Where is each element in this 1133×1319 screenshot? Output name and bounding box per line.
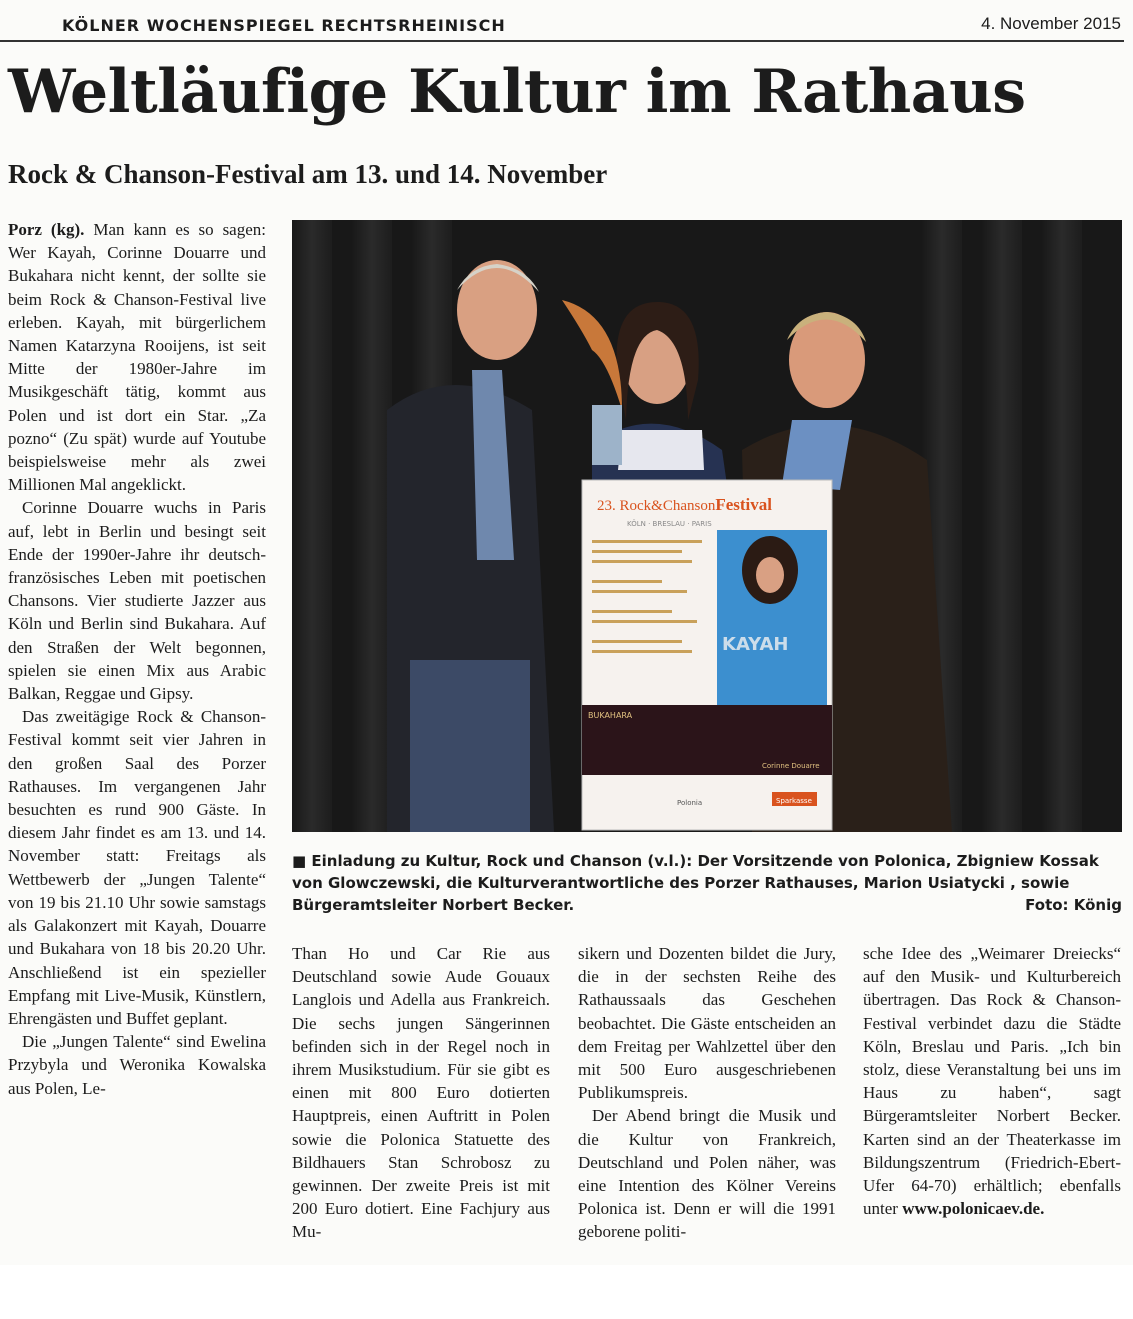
paragraph: Than Ho und Car Rie aus Deutschland sowie Aude Gouaux Langlois und Adella aus Frankreich. Die sechs jungen Sängerinnen befinden sich in der Regel noch in ihrem Musikstudium. Für sie gibt es einen mit 800 Euro dotierten Hauptpreis, einen Auftritt in Polen sowie die Polonica Statuette des Bildhauers Stan Schrobosz zu gewinnen. Der zweite Preis ist mit 200 Euro dotiert. Eine Fachjury aus Mu- — [292, 944, 550, 1242]
article-column-4 — [863, 942, 1121, 1220]
poster-singer-name: KAYAH — [722, 634, 789, 655]
photo-caption — [292, 850, 1122, 916]
paragraph: Die „Jungen Talente“ sind Ewelina Przybyla und Weronika Kowalska aus Polen, Le- — [8, 1032, 266, 1098]
poster-cities: KÖLN · BRESLAU · PARIS — [627, 520, 712, 528]
poster-artist: Corinne Douarre — [762, 762, 820, 770]
paragraph: Der Abend bringt die Musik und die Kultur von Frankreich, Deutschland und Polen näher, was eine Intention des Kölner Vereins Polonica ist. Denn er will die 1991 geborene politi- — [578, 1106, 836, 1242]
paragraph — [863, 942, 1121, 1220]
paragraph — [8, 218, 266, 496]
newspaper-name: KÖLNER WOCHENSPIEGEL RECHTSRHEINISCH — [62, 16, 506, 35]
paragraph-text: sche Idee des „Weimarer Dreiecks“ auf den Musik- und Kulturbereich übertragen. Das Rock & Chanson-Festival verbindet dazu die Städte Köln, Breslau und Paris. „Ich bin stolz, diese Veranstaltung bei uns im Haus zu haben“, sagt Bürgeramtsleiter Norbert Becker. Karten sind an der Theaterkasse im Bildungszentrum (Friedrich-Ebert-Ufer 64-70) erhältlich; ebenfalls unter — [863, 944, 1121, 1219]
event-photo — [292, 220, 1122, 832]
paragraph: sikern und Dozenten bildet die Jury, die in der sechsten Reihe des Rathaussaals das Geschehen beobachtet. Die Gäste entscheiden an dem Freitag per Wahlzettel über den mit 500 Euro ausgeschriebenen Publikumspreis. — [578, 944, 836, 1103]
photo-illustration — [292, 220, 1122, 832]
poster-sponsor: Polonia — [677, 799, 703, 807]
poster-band: BUKAHARA — [588, 711, 633, 720]
photo-credit: Foto: König — [1025, 896, 1122, 914]
dateline: Porz (kg). — [8, 220, 85, 239]
caption-text: ■ Einladung zu Kultur, Rock und Chanson (v.l.): Der Vorsitzende von Polonica, Zbigniew Kossak von Glowczewski, die Kulturverantwortliche des Porzer Rathauses, Marion Usiatycki , sowie Bürgeramtsleiter Norbert Becker. — [292, 852, 1099, 914]
poster-title: 23. Rock&ChansonFestival — [597, 495, 772, 514]
paragraph: Das zweitägige Rock & Chanson-Festival kommt seit vier Jahren in den großen Saal des Porzer Rathauses. Im vergangenen Jahr besuchten es rund 900 Gäste. In diesem Jahr findet es am 13. und 14. November statt: Freitags als Wettbewerb der „Jungen Talente“ von 19 bis 21.10 Uhr sowie samstags als Galakonzert mit Kayah, Douarre und Bukahara von 18 bis 20.20 Uhr. Anschließend ist ein spezieller Empfang mit Live-Musik, Künstlern, Ehrengästen und Buffet geplant. — [8, 707, 266, 1028]
masthead — [0, 10, 1133, 40]
website-url: www.polonicaev.de. — [902, 1199, 1045, 1219]
article-column-1 — [8, 218, 266, 1100]
festival-poster — [582, 480, 832, 830]
poster-bank: Sparkasse — [776, 797, 812, 805]
paragraph-text: Man kann es so sagen: Wer Kayah, Corinne Douarre und Bukahara nicht kennt, der sollte sie beim Rock & Chanson-Festival live erleben. Kayah, mit bürgerlichem Namen Katarzyna Rooijens, ist seit Mitte der 1980er-Jahre im Musikgeschäft tätig, kommt aus Polen und ist dort ein Star. „Za pozno“ (Zu spät) wurde auf Youtube beispielsweise mehr als zwei Millionen Mal angeklickt. — [8, 220, 266, 495]
masthead-rule — [0, 40, 1124, 42]
article-column-2 — [292, 942, 550, 1244]
article-column-3 — [578, 942, 836, 1244]
subheadline: Rock & Chanson-Festival am 13. und 14. November — [8, 159, 608, 189]
issue-date: 4. November 2015 — [981, 14, 1121, 33]
headline: Weltläufige Kultur im Rathaus — [8, 57, 1026, 127]
paragraph: Corinne Douarre wuchs in Paris auf, lebt in Berlin und besingt seit Ende der 1990er-Jahre ihr deutsch-französisches Leben mit poetischen Chansons. Vier studierte Jazzer aus Köln und Berlin sind Bukahara. Auf den Straßen der Welt begonnen, spielen sie einen Mix aus Arabic Balkan, Reggae und Gipsy. — [8, 498, 266, 704]
